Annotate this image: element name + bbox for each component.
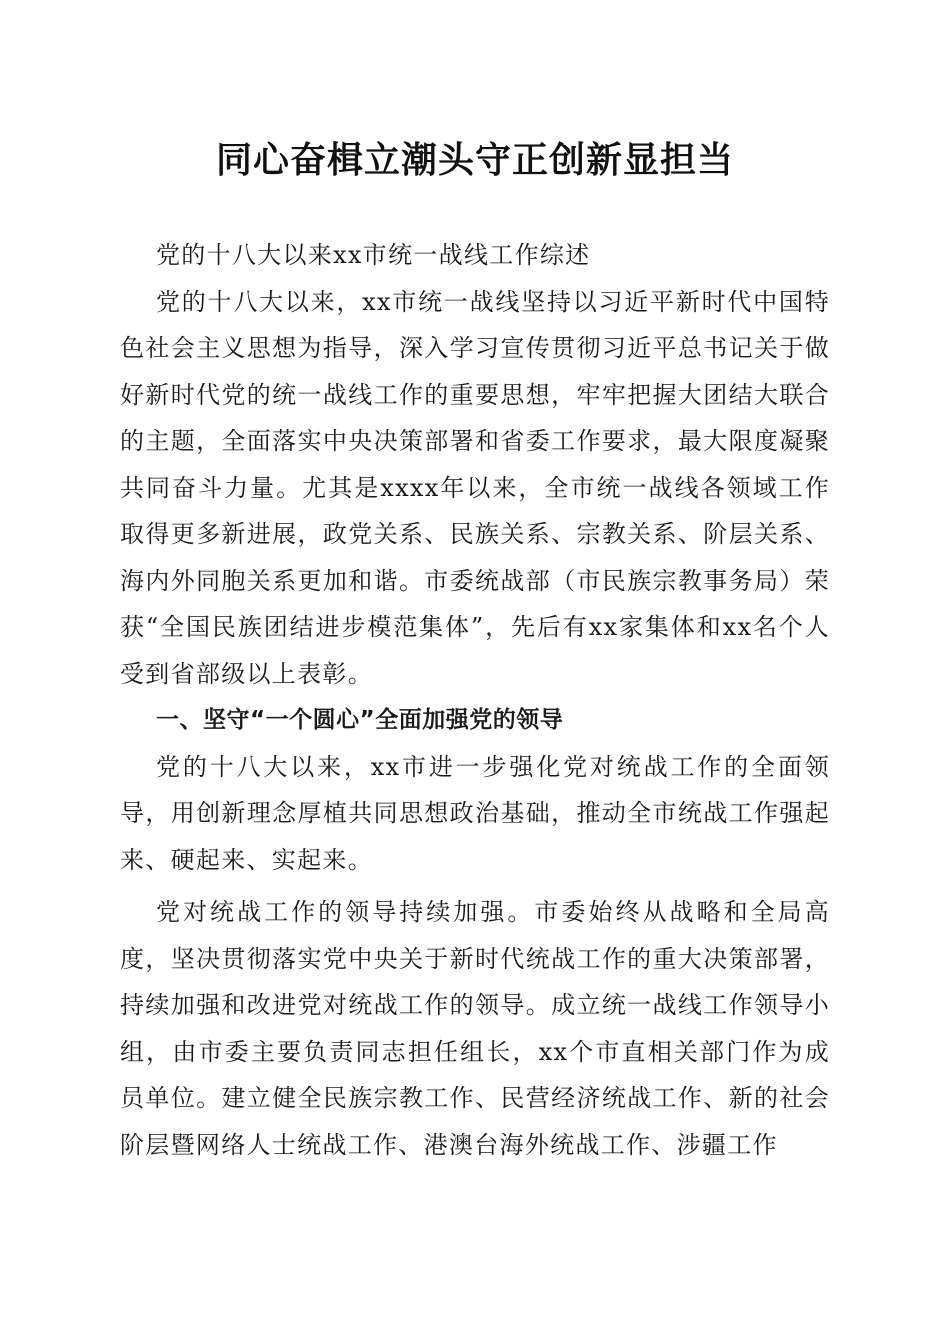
section1-paragraph-2: 党对统战工作的领导持续加强。市委始终从战略和全局高度，坚决贯彻落实党中央关于新时代统战工作的重大决策部署，持续加强和改进党对统战工作的领导。成立统一战线工作领导小组，由市委主要负责同志担任组长，xx个市直相关部门作为成员单位。建立健全民族宗教工作、民营经济统战工作、新的社会阶层暨网络人士统战工作、港澳台海外统战工作、涉疆工作 [120,898,830,1159]
subtitle-line: 党的十八大以来xx市统一战线工作综述 [156,241,591,269]
section1-paragraph-1: 党的十八大以来，xx市进一步强化党对统战工作的全面领导，用创新理念厚植共同思想政治基础，推动全市统战工作强起来、硬起来、实起来。 [120,752,830,874]
intro-paragraph: 党的十八大以来，xx市统一战线坚持以习近平新时代中国特色社会主义思想为指导，深入学习宣传贯彻习近平总书记关于做好新时代党的统一战线工作的重要思想，牢牢把握大团结大联合的主题，全面落实中央决策部署和省委工作要求，最大限度凝聚共同奋斗力量。尤其是xxxx年以来，全市统一战线各领域工作取得更多新进展，政党关系、民族关系、宗教关系、阶层关系、海内外同胞关系更加和谐。市委统战部（市民族宗教事务局）荣获“全国民族团结进步模范集体”，先后有xx家集体和xx名个人受到省部级以上表彰。 [120,287,830,688]
document-title: 同心奋楫立潮头守正创新显担当 [215,139,734,181]
document-body [120,232,830,1168]
section-heading-1: 一、坚守“一个圆心”全面加强党的领导 [156,707,564,733]
